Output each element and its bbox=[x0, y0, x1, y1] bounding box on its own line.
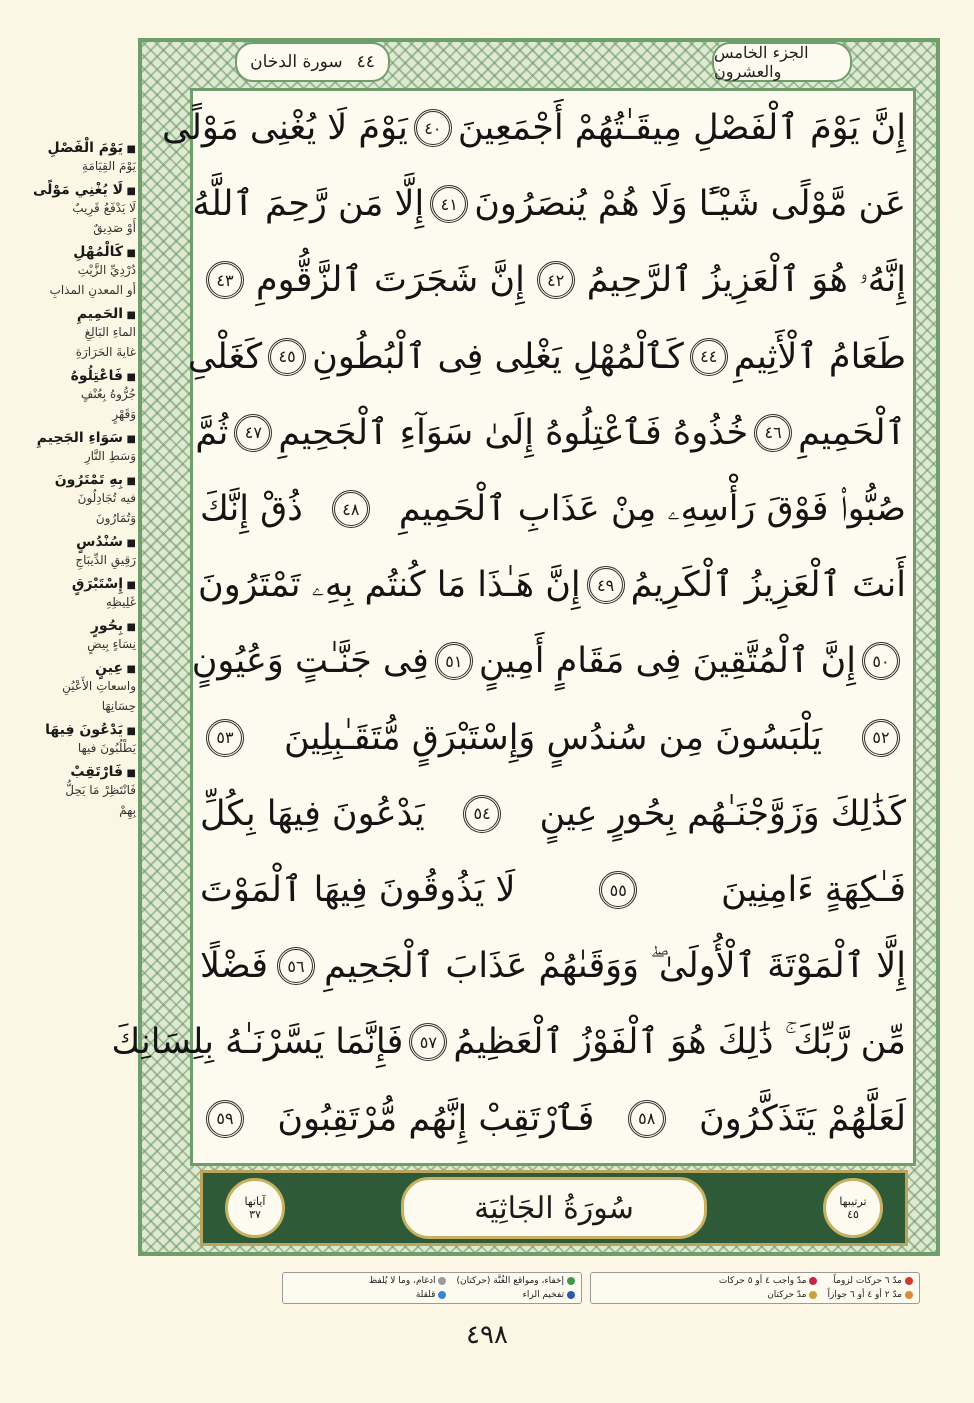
legend-column bbox=[456, 1276, 575, 1300]
legend-item bbox=[719, 1290, 818, 1300]
legend-item bbox=[369, 1290, 447, 1300]
verse-line bbox=[195, 401, 906, 465]
glossary-definition: لَا يَدْفَعُ قَرِيبٌ bbox=[72, 201, 136, 215]
glossary-entry bbox=[10, 140, 136, 176]
page-number: ٤٩٨ bbox=[466, 1320, 508, 1350]
glossary-term: ■ سُنْدُسٍ bbox=[10, 534, 136, 550]
glossary-definition: واسعاتِ الأَعْيُنِ bbox=[62, 679, 136, 693]
color-dot-icon bbox=[438, 1291, 446, 1299]
glossary-term: ■ كَالْمُهْلِ bbox=[10, 244, 136, 260]
surah-number-label: ٤٤ bbox=[356, 52, 375, 72]
verse-text: فَٱرْتَقِبْ إِنَّهُم مُّرْتَقِبُونَ bbox=[277, 1098, 595, 1139]
verse-line bbox=[191, 629, 906, 693]
glossary-entry bbox=[10, 472, 136, 528]
color-dot-icon bbox=[809, 1277, 817, 1285]
glossary-entry bbox=[10, 576, 136, 612]
ayah-number-marker: ٥٨ bbox=[628, 1100, 666, 1138]
color-dot-icon bbox=[809, 1291, 817, 1299]
legend-label: مدّ ٦ حركات لزوماً bbox=[833, 1276, 902, 1286]
ayah-number-marker: ٥١ bbox=[435, 642, 473, 680]
glossary-definition: فَانْتَظِرْ مَا يَحِلُّ bbox=[65, 783, 136, 797]
verse-text: إِلَّا مَن رَّحِمَ ٱللَّهُ bbox=[192, 184, 425, 225]
legend-item bbox=[719, 1276, 818, 1286]
glossary-entry bbox=[10, 660, 136, 716]
legend-label: مدّ ٢ أو ٤ أو ٦ جوازاً bbox=[827, 1290, 902, 1300]
glossary-definition: أَوْ صَدِيقٌ bbox=[93, 221, 136, 235]
legend-label: مدّ واجب ٤ أو ٥ حركات bbox=[718, 1276, 807, 1286]
verse-line bbox=[200, 706, 906, 770]
verse-text: مِّن رَّبِّكَ ۚ ذَٰلِكَ هُوَ ٱلْفَوْزُ ٱلْعَظِيمُ bbox=[453, 1022, 906, 1063]
surah-banner bbox=[200, 1170, 908, 1246]
ayah-number-marker: ٤٤ bbox=[690, 338, 728, 376]
glossary-definition: حِسَانِهَا bbox=[101, 699, 136, 713]
ayah-number-marker: ٥٥ bbox=[599, 871, 637, 909]
legend-label: مدّ حركتان bbox=[767, 1290, 807, 1300]
verse-text: ٱلْحَمِيمِ bbox=[798, 412, 906, 453]
legend-column bbox=[719, 1276, 818, 1300]
glossary-definition: فيه تُجَادِلُونَ bbox=[77, 491, 136, 505]
legend-label: تفخيم الراء bbox=[522, 1290, 564, 1300]
glossary-term: ■ بِهِ تَمْتَرُونَ bbox=[10, 472, 136, 488]
ayah-number-marker: ٥٠ bbox=[862, 642, 900, 680]
glossary-entry bbox=[10, 244, 136, 300]
ayah-number-marker: ٤٩ bbox=[587, 566, 625, 604]
verse-text: ذُقْ إِنَّكَ bbox=[200, 489, 303, 529]
juz-header bbox=[712, 42, 852, 82]
verse-text: طَعَامُ ٱلْأَثِيمِ bbox=[733, 336, 906, 377]
legend-item bbox=[456, 1290, 575, 1300]
verse-line bbox=[187, 325, 906, 389]
verse-text: كَذَٰلِكَ وَزَوَّجْنَـٰهُم بِحُورٍ عِينٍ bbox=[539, 793, 906, 834]
ayah-number-marker: ٤٣ bbox=[206, 261, 244, 299]
verse-line bbox=[111, 1010, 906, 1074]
ayah-number-marker: ٥٤ bbox=[463, 795, 501, 833]
verse-text: كَٱلْمُهْلِ يَغْلِى فِى ٱلْبُطُونِ bbox=[312, 336, 684, 377]
verse-text: فَإِنَّمَا يَسَّرْنَـٰهُ بِلِسَانِكَ bbox=[111, 1022, 404, 1063]
color-dot-icon bbox=[438, 1277, 446, 1285]
glossary-definition: غايةَ الحَرَارَةِ bbox=[75, 345, 136, 359]
glossary-entry bbox=[10, 182, 136, 238]
legend-label: ادغام، وما لا يُلفظ bbox=[368, 1276, 436, 1286]
ayah-number-marker: ٥٧ bbox=[409, 1023, 447, 1061]
verse-text: خُذُوهُ فَٱعْتِلُوهُ إِلَىٰ سَوَآءِ ٱلْجَحِيمِ bbox=[278, 412, 749, 453]
juz-label: الجزء الخامس والعشرون bbox=[714, 43, 809, 81]
ayah-number-marker: ٤٦ bbox=[754, 414, 792, 452]
ayah-number-marker: ٥٣ bbox=[206, 719, 244, 757]
ayah-number-marker: ٥٩ bbox=[206, 1100, 244, 1138]
glossary-term: ■ فَاعْتِلُوهُ bbox=[10, 368, 136, 384]
glossary-term: ■ بِحُورٍ bbox=[10, 618, 136, 634]
glossary-definition: دُرْدِيِّ الزَّيْتِ bbox=[77, 263, 136, 277]
glossary-definition: جُرُّوهُ بِعُنْفٍ bbox=[80, 387, 136, 401]
glossary-definition: رَقِيقِ الدِّيبَاجِ bbox=[75, 553, 136, 567]
verse-line bbox=[200, 934, 906, 998]
verse-line bbox=[200, 1087, 906, 1151]
tajweed-legend-madd bbox=[590, 1272, 920, 1304]
verse-line bbox=[200, 782, 906, 846]
glossary-term: ■ سَوَاءِ الجَحِيمِ bbox=[10, 430, 136, 446]
ayat-label: آياتها bbox=[244, 1195, 266, 1208]
glossary-definition: يَطْلُبُونَ فيها bbox=[77, 741, 136, 755]
glossary-definition: يَوْمَ القِيَامَةِ bbox=[82, 159, 136, 173]
color-dot-icon bbox=[567, 1277, 575, 1285]
ayah-number-marker: ٥٦ bbox=[277, 947, 315, 985]
verse-line bbox=[162, 96, 906, 160]
verse-text: صُبُّوا۟ فَوْقَ رَأْسِهِۦ مِنْ عَذَابِ ٱلْحَمِيمِ bbox=[398, 489, 906, 529]
verse-text: إِنَّ هَـٰذَا مَا كُنتُم بِهِۦ تَمْتَرُونَ bbox=[198, 565, 581, 606]
color-dot-icon bbox=[905, 1277, 913, 1285]
glossary-entry bbox=[10, 722, 136, 758]
next-surah-title: سُورَةُ الجَاثِيَة bbox=[401, 1177, 707, 1239]
glossary-definition: وَتُمَارُونَ bbox=[95, 511, 136, 525]
ayah-number-marker: ٥٢ bbox=[862, 719, 900, 757]
verse-text: إِنَّ يَوْمَ ٱلْفَصْلِ مِيقَـٰتُهُمْ أَجْمَعِينَ bbox=[457, 108, 906, 148]
glossary-term: ■ يَدْعُونَ فِيهَا bbox=[10, 722, 136, 738]
verse-line bbox=[200, 248, 906, 312]
glossary-definition: الماءِ البَالِغِ bbox=[84, 325, 136, 339]
order-label: ترتيبها bbox=[839, 1195, 867, 1208]
ayah-number-marker: ٤١ bbox=[430, 185, 468, 223]
verse-text: أَنتَ ٱلْعَزِيزُ ٱلْكَرِيمُ bbox=[630, 565, 906, 606]
verse-text: فَـٰكِهَةٍ ءَامِنِينَ bbox=[720, 870, 906, 910]
glossary-sidebar bbox=[10, 140, 136, 826]
legend-label: قلقلة bbox=[415, 1290, 436, 1300]
verse-text: فَضْلًا bbox=[200, 946, 268, 987]
glossary-term: ■ إِسْتَبْرَقٍ bbox=[10, 576, 136, 592]
legend-label: إخفاء، ومواقع الغُنَّة (حركتان) bbox=[456, 1276, 564, 1286]
verse-line bbox=[200, 858, 906, 922]
verse-text: لَا يَذُوقُونَ فِيهَا ٱلْمَوْتَ bbox=[200, 870, 516, 910]
glossary-definition: وَسَطِ النَّارِ bbox=[84, 449, 136, 463]
order-medal bbox=[823, 1178, 883, 1238]
glossary-entry bbox=[10, 618, 136, 654]
surah-header bbox=[235, 42, 390, 82]
legend-item bbox=[827, 1290, 913, 1300]
ayah-number-marker: ٤٥ bbox=[268, 338, 306, 376]
legend-column bbox=[369, 1276, 447, 1300]
legend-item bbox=[369, 1276, 447, 1286]
glossary-term: ■ عِينٍ bbox=[10, 660, 136, 676]
verse-text: إِنَّ ٱلْمُتَّقِينَ فِى مَقَامٍ أَمِينٍ bbox=[478, 641, 856, 682]
glossary-definition: غَلِيظِهِ bbox=[105, 595, 136, 609]
verse-line bbox=[200, 477, 906, 541]
glossary-entry bbox=[10, 764, 136, 820]
verse-text: ثُمَّ bbox=[195, 412, 229, 453]
glossary-term: ■ لَا يُغْنِي مَوْلًى bbox=[10, 182, 136, 198]
glossary-term: ■ الحَمِيمِ bbox=[10, 306, 136, 322]
verse-text: يَلْبَسُونَ مِن سُندُسٍ وَإِسْتَبْرَقٍ مُّتَقَـٰبِلِينَ bbox=[284, 717, 822, 758]
verse-line bbox=[192, 172, 906, 236]
glossary-entry bbox=[10, 306, 136, 362]
ayat-count-medal bbox=[225, 1178, 285, 1238]
ayah-number-marker: ٤٠ bbox=[414, 109, 452, 147]
ayat-value: ٣٧ bbox=[249, 1208, 261, 1221]
color-dot-icon bbox=[567, 1291, 575, 1299]
ayah-number-marker: ٤٢ bbox=[537, 261, 575, 299]
verse-text: كَغَلْىِ bbox=[187, 336, 263, 377]
verse-text: إِنَّهُۥ هُوَ ٱلْعَزِيزُ ٱلرَّحِيمُ bbox=[586, 260, 906, 301]
verse-text: يَوْمَ لَا يُغْنِى مَوْلًى bbox=[162, 108, 408, 148]
color-dot-icon bbox=[905, 1291, 913, 1299]
ayah-number-marker: ٤٧ bbox=[234, 414, 272, 452]
ayah-number-marker: ٤٨ bbox=[332, 490, 370, 528]
tajweed-legend-ghunna bbox=[282, 1272, 582, 1304]
verse-text: إِنَّ شَجَرَتَ ٱلزَّقُّومِ bbox=[255, 260, 525, 301]
glossary-term: ■ فَارْتَقِبْ bbox=[10, 764, 136, 780]
glossary-definition: نِسَاءٍ بِيضٍ bbox=[87, 637, 136, 651]
verse-text: إِلَّا ٱلْمَوْتَةَ ٱلْأُولَىٰ ۖ وَوَقَىٰهُمْ عَذَابَ ٱلْجَحِيمِ bbox=[324, 946, 906, 987]
glossary-definition: وَقَهْرٍ bbox=[112, 407, 136, 421]
glossary-entry bbox=[10, 368, 136, 424]
legend-item bbox=[827, 1276, 913, 1286]
glossary-term: ■ يَوْمَ الْفَصْلِ bbox=[10, 140, 136, 156]
legend-item bbox=[456, 1276, 575, 1286]
verse-line bbox=[200, 553, 906, 617]
verse-text: يَدْعُونَ فِيهَا بِكُلِّ bbox=[200, 793, 425, 834]
order-value: ٤٥ bbox=[847, 1208, 859, 1221]
surah-name-label: سورة الدخان bbox=[250, 52, 343, 72]
verse-text: عَن مَّوْلًى شَيْـًٔا وَلَا هُمْ يُنصَرُونَ bbox=[474, 184, 906, 225]
glossary-definition: أو المعدنِ المذابِ bbox=[49, 283, 136, 297]
glossary-entry bbox=[10, 534, 136, 570]
verse-text: لَعَلَّهُمْ يَتَذَكَّرُونَ bbox=[699, 1098, 906, 1139]
legend-column bbox=[827, 1276, 913, 1300]
glossary-definition: بِهِمْ bbox=[119, 803, 136, 817]
verse-text: فِى جَنَّـٰتٍ وَعُيُونٍ bbox=[191, 641, 429, 682]
glossary-entry bbox=[10, 430, 136, 466]
